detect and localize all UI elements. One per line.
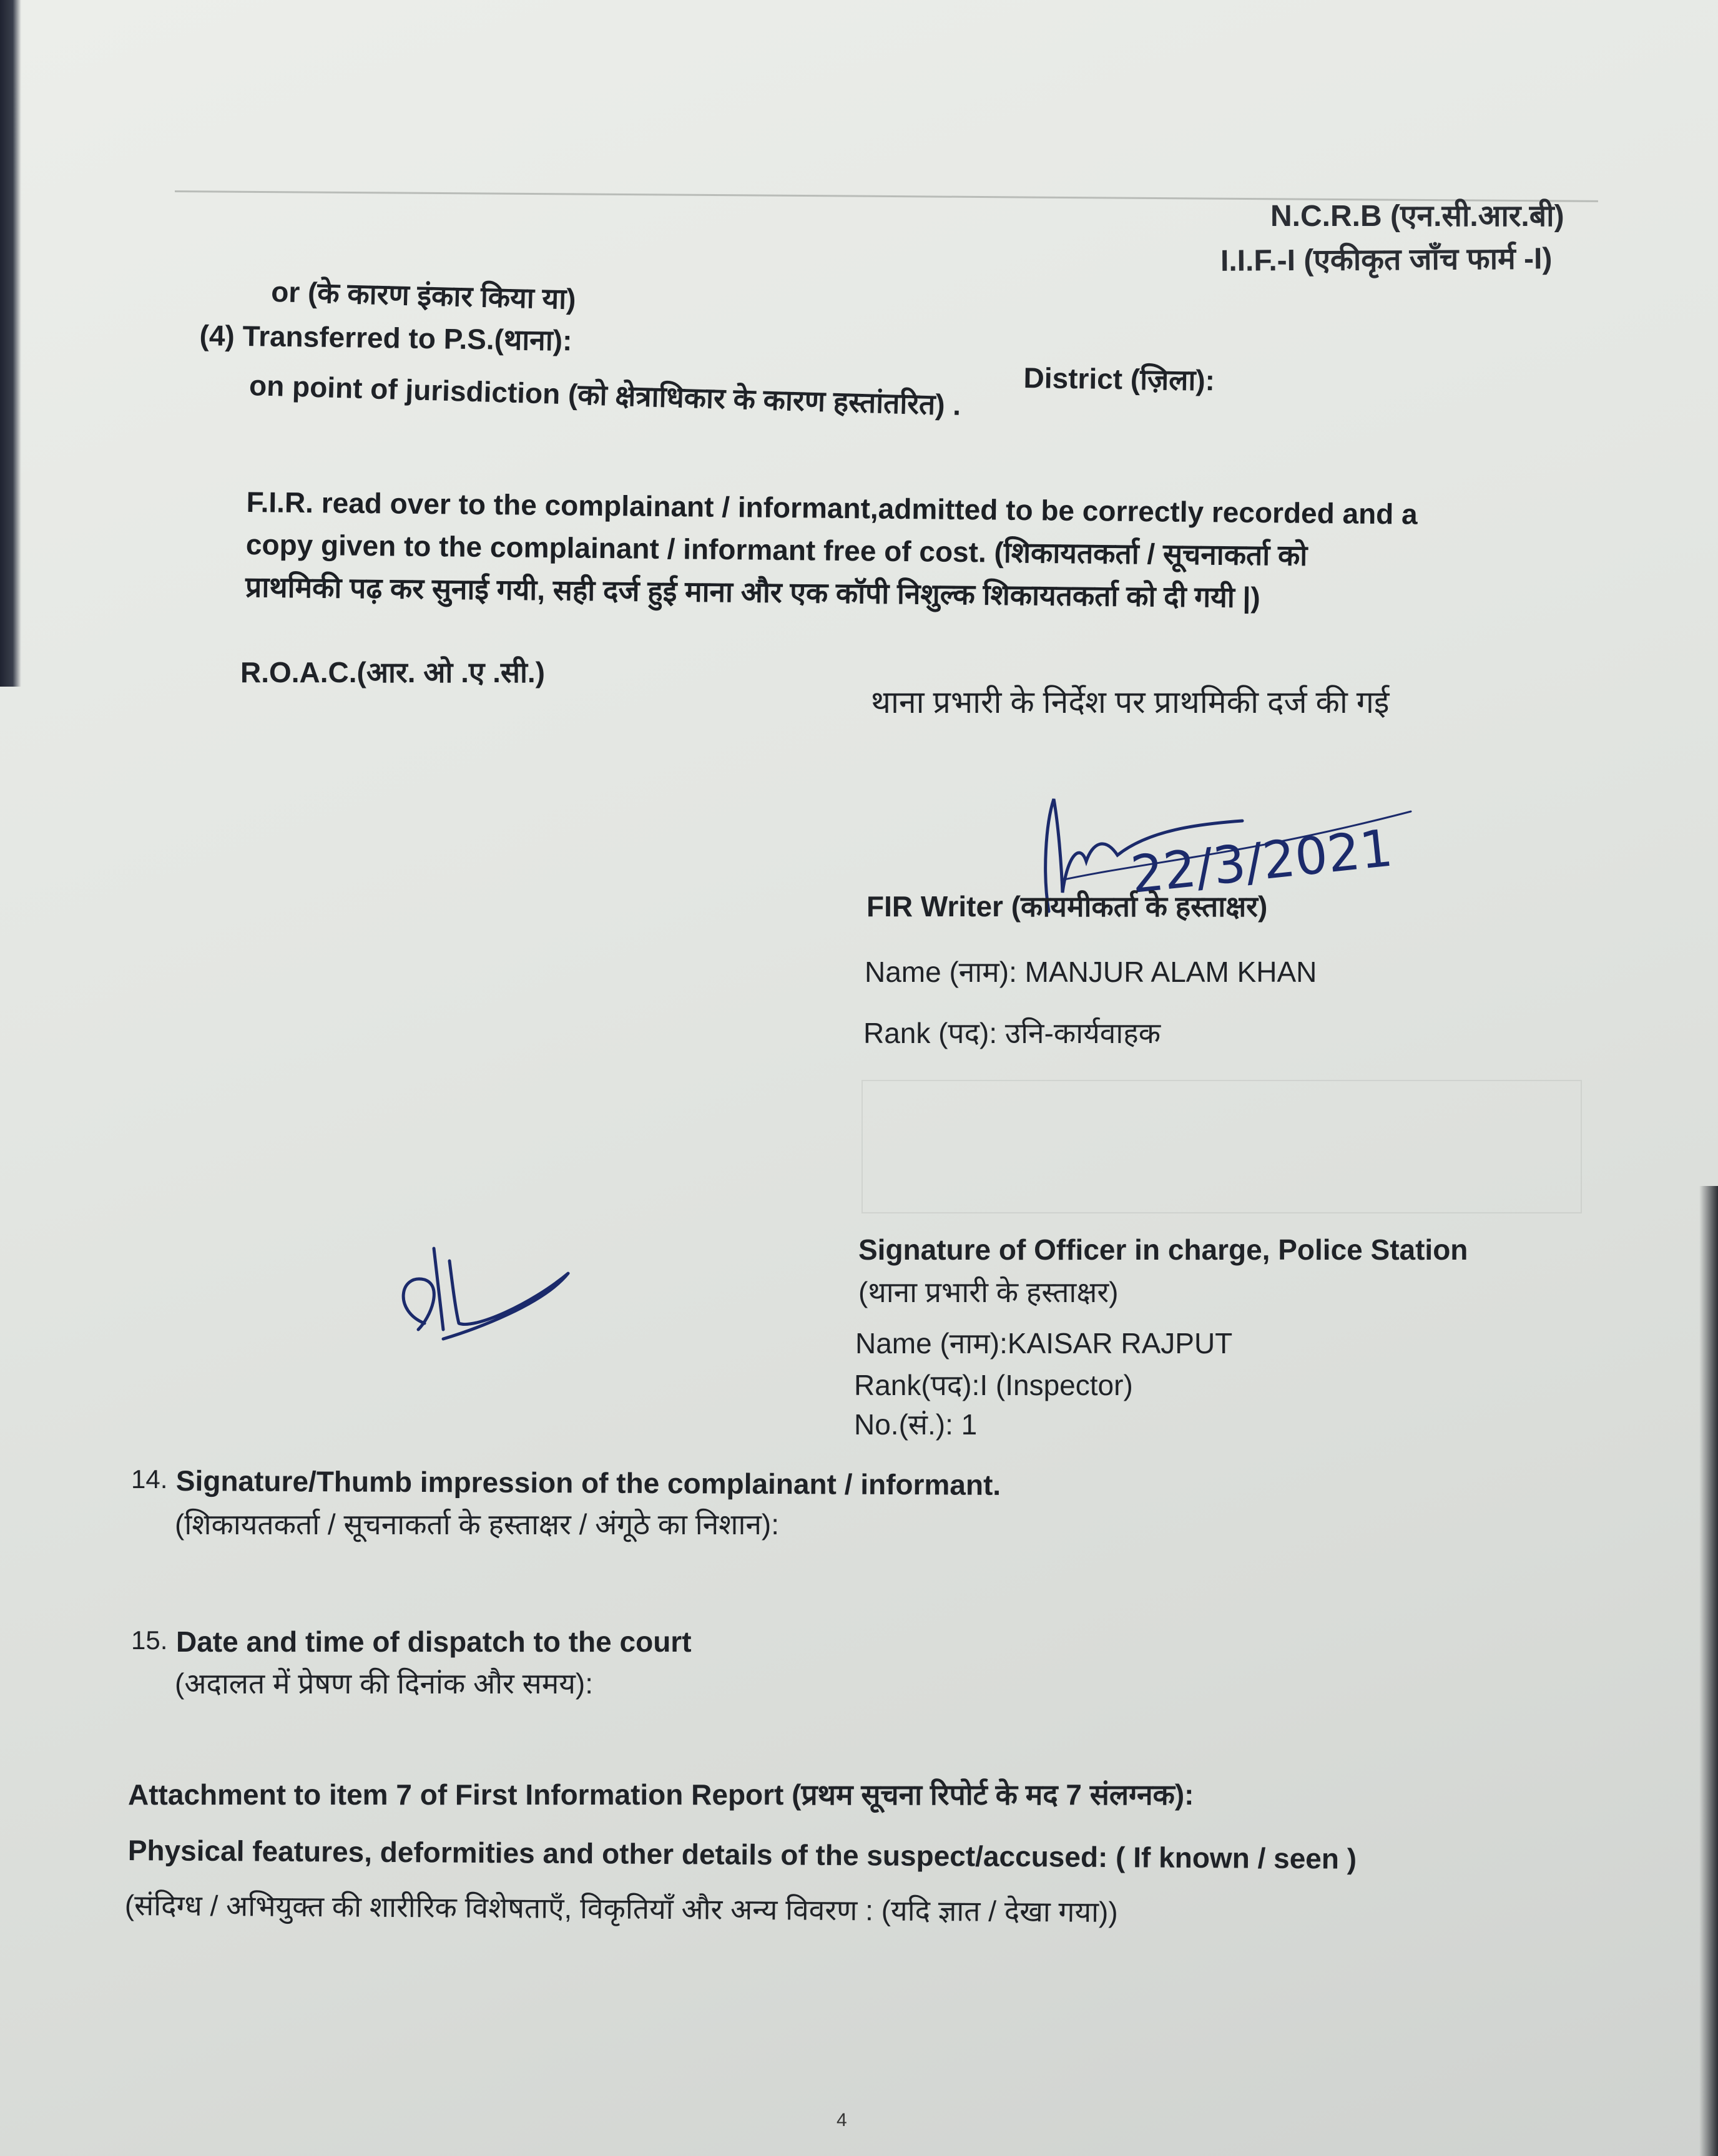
item-14-number: 14. [131, 1464, 168, 1494]
officer-signature [381, 1236, 587, 1348]
officer-name: Name (नाम):KAISAR RAJPUT [855, 1327, 1233, 1360]
roac-label: R.O.A.C.(आर. ओ .ए .सी.) [240, 656, 545, 688]
page-edge-shadow-right [1699, 1186, 1718, 2156]
iif-header: I.I.F.-I (एकीकृत जाँच फार्म -I) [1220, 242, 1553, 278]
fir-read-paragraph [245, 481, 1620, 622]
item-15-label-hindi: (अदालत में प्रेषण की दिनांक और समय): [175, 1667, 594, 1700]
jurisdiction-line: on point of jurisdiction (को क्षेत्राधिकार के कारण हस्तांतरित) . [248, 368, 961, 421]
fir-writer-name: Name (नाम): MANJUR ALAM KHAN [865, 956, 1317, 988]
handwritten-date: 22/3/2021 [1128, 818, 1396, 905]
ncrb-header: N.C.R.B (एन.सी.आर.बी) [1270, 200, 1564, 233]
item-15-number: 15. [131, 1625, 168, 1655]
item-14-label: Signature/Thumb impression of the complainant / informant. [175, 1464, 1001, 1501]
item-14-label-hindi: (शिकायतकर्ता / सूचनाकर्ता के हस्ताक्षर / अंगूठे का निशान): [175, 1508, 779, 1541]
officer-signature-label: Signature of Officer in charge, Police Station [858, 1233, 1468, 1266]
page-edge-shadow-left [0, 0, 21, 687]
attachment-line-2: Physical features, deformities and other details of the suspect/accused: ( If known / seen ) [127, 1834, 1357, 1875]
district-label: District (ज़िला): [1023, 361, 1215, 397]
fir-read-line-2: copy given to the complainant / informant free of cost. (शिकायतकर्ता / सूचनाकर्ता को [245, 527, 1308, 572]
blank-stamp-area [861, 1080, 1582, 1213]
officer-signature-label-hindi: (थाना प्रभारी के हस्ताक्षर) [858, 1276, 1119, 1308]
attachment-line-1: Attachment to item 7 of First Information Report (प्रथम सूचना रिपोर्ट के मद 7 संलग्नक): [128, 1778, 1194, 1811]
fir-writer-rank: Rank (पद): उनि-कार्यवाहक [863, 1017, 1161, 1049]
fir-read-line-1: F.I.R. read over to the complainant / informant,admitted to be correctly recorded and a [246, 485, 1418, 531]
officer-rank: Rank(पद):I (Inspector) [854, 1369, 1133, 1401]
officer-number: No.(सं.): 1 [854, 1408, 978, 1441]
fir-writer-label: FIR Writer (कायमीकर्ता के हस्ताक्षर) [866, 890, 1268, 923]
attachment-line-3: (संदिग्ध / अभियुक्त की शारीरिक विशेषताएँ, विकृतियाँ और अन्य विवरण : (यदि ज्ञात / देखा गया)) [124, 1889, 1118, 1929]
fir-read-line-3: प्राथमिकी पढ़ कर सुनाई गयी, सही दर्ज हुई माना और एक कॉपी निशुल्क शिकायतकर्ता को दी गयी |) [245, 570, 1261, 614]
page-number: 4 [837, 2110, 847, 2130]
item-4-transferred: (4) Transferred to P.S.(थाना): [199, 318, 572, 357]
item-15-label: Date and time of dispatch to the court [176, 1625, 692, 1658]
or-line: or (के कारण इंकार किया या) [270, 275, 577, 315]
station-instruction-note: थाना प्रभारी के निर्देश पर प्राथमिकी दर्ज की गई [871, 685, 1390, 720]
